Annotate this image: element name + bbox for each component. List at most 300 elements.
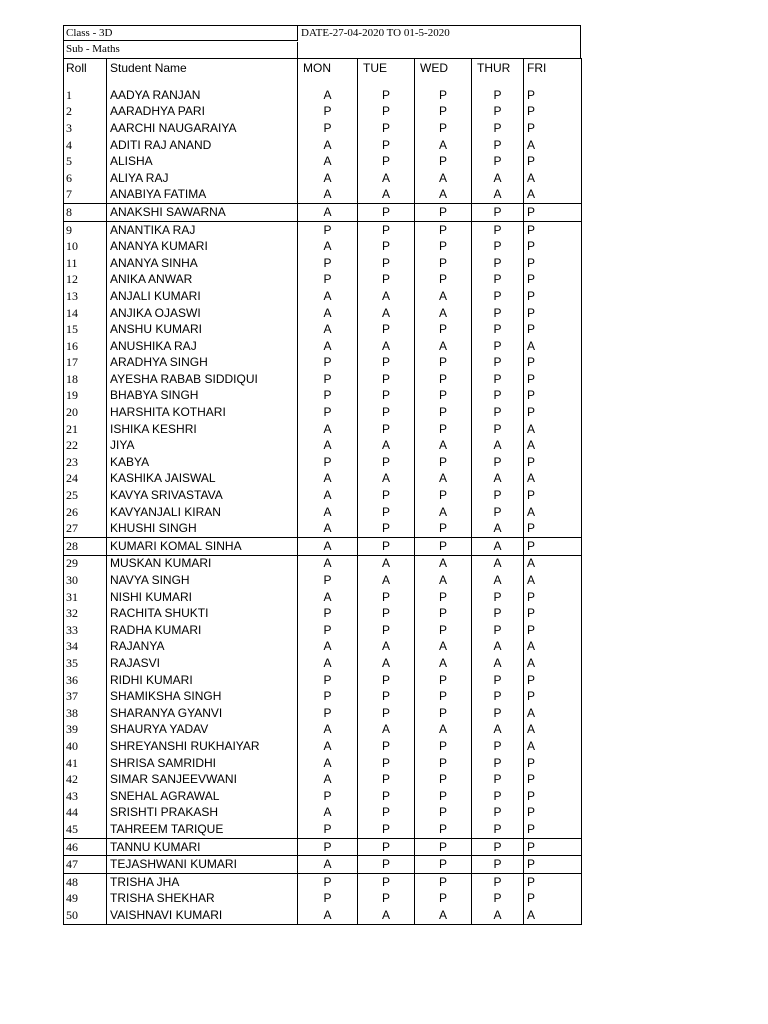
tue-cell: P: [358, 120, 415, 137]
wed-cell: A: [415, 187, 472, 204]
fri-cell: P: [524, 487, 582, 504]
fri-cell: A: [524, 504, 582, 521]
column-header-mon: MON: [298, 59, 358, 88]
thur-cell: P: [472, 288, 524, 305]
table-row: [64, 555, 582, 572]
fri-cell: P: [524, 771, 582, 788]
tue-cell: P: [358, 137, 415, 154]
roll-cell: 9: [64, 221, 107, 238]
fri-cell: A: [524, 907, 582, 924]
thur-cell: P: [472, 321, 524, 338]
tue-cell: P: [358, 672, 415, 689]
student-name-cell: MUSKAN KUMARI: [107, 555, 298, 572]
roll-cell: 35: [64, 655, 107, 672]
student-name-cell: TAHREEM TARIQUE: [107, 821, 298, 838]
student-name-cell: ALIYA RAJ: [107, 170, 298, 187]
roll-cell: 33: [64, 622, 107, 639]
mon-cell: A: [298, 907, 358, 924]
mon-cell: A: [298, 137, 358, 154]
roll-cell: 29: [64, 555, 107, 572]
student-name-cell: AARADHYA PARI: [107, 104, 298, 121]
table-row: [64, 272, 582, 289]
student-name-cell: KAVYANJALI KIRAN: [107, 504, 298, 521]
mon-cell: A: [298, 555, 358, 572]
thur-cell: P: [472, 688, 524, 705]
roll-cell: 31: [64, 589, 107, 606]
tue-cell: P: [358, 238, 415, 255]
thur-cell: P: [472, 404, 524, 421]
thur-cell: P: [472, 421, 524, 438]
wed-cell: P: [415, 771, 472, 788]
wed-cell: P: [415, 87, 472, 104]
date-range-label: DATE-27-04-2020 TO 01-5-2020: [301, 27, 450, 39]
thur-cell: P: [472, 388, 524, 405]
tue-cell: A: [358, 305, 415, 322]
roll-cell: 3: [64, 120, 107, 137]
student-name-cell: SHREYANSHI RUKHAIYAR: [107, 738, 298, 755]
student-name-cell: RIDHI KUMARI: [107, 672, 298, 689]
roll-cell: 12: [64, 272, 107, 289]
column-header-row: [64, 59, 582, 88]
roll-cell: 32: [64, 605, 107, 622]
mon-cell: A: [298, 487, 358, 504]
fri-cell: P: [524, 805, 582, 822]
table-row: [64, 338, 582, 355]
student-name-cell: ANIKA ANWAR: [107, 272, 298, 289]
table-row: [64, 672, 582, 689]
table-row: [64, 120, 582, 137]
mon-cell: A: [298, 170, 358, 187]
tue-cell: P: [358, 221, 415, 238]
thur-cell: P: [472, 120, 524, 137]
tue-cell: P: [358, 487, 415, 504]
thur-cell: P: [472, 891, 524, 908]
subject-label: Sub - Maths: [64, 42, 298, 58]
student-name-cell: RAJANYA: [107, 639, 298, 656]
roll-cell: 26: [64, 504, 107, 521]
tue-cell: P: [358, 520, 415, 537]
tue-cell: A: [358, 471, 415, 488]
student-name-cell: AARCHI NAUGARAIYA: [107, 120, 298, 137]
table-row: [64, 204, 582, 222]
thur-cell: A: [472, 520, 524, 537]
mon-cell: P: [298, 688, 358, 705]
roll-cell: 42: [64, 771, 107, 788]
student-name-cell: ANJALI KUMARI: [107, 288, 298, 305]
roll-cell: 24: [64, 471, 107, 488]
mon-cell: A: [298, 437, 358, 454]
fri-cell: P: [524, 856, 582, 874]
tue-cell: P: [358, 873, 415, 890]
tue-cell: P: [358, 272, 415, 289]
tue-cell: P: [358, 388, 415, 405]
tue-cell: P: [358, 622, 415, 639]
roll-cell: 39: [64, 722, 107, 739]
roll-cell: 45: [64, 821, 107, 838]
student-name-cell: KABYA: [107, 454, 298, 471]
tue-cell: P: [358, 771, 415, 788]
mon-cell: A: [298, 288, 358, 305]
thur-cell: P: [472, 738, 524, 755]
student-name-cell: TEJASHWANI KUMARI: [107, 856, 298, 874]
fri-cell: A: [524, 738, 582, 755]
mon-cell: P: [298, 838, 358, 856]
wed-cell: P: [415, 805, 472, 822]
student-name-cell: SHAMIKSHA SINGH: [107, 688, 298, 705]
wed-cell: P: [415, 153, 472, 170]
tue-cell: P: [358, 705, 415, 722]
wed-cell: A: [415, 555, 472, 572]
wed-cell: A: [415, 305, 472, 322]
thur-cell: P: [472, 221, 524, 238]
fri-cell: A: [524, 338, 582, 355]
mon-cell: A: [298, 538, 358, 556]
wed-cell: P: [415, 622, 472, 639]
thur-cell: A: [472, 170, 524, 187]
thur-cell: P: [472, 705, 524, 722]
mon-cell: P: [298, 891, 358, 908]
table-row: [64, 454, 582, 471]
roll-cell: 28: [64, 538, 107, 556]
table-row: [64, 471, 582, 488]
tue-cell: P: [358, 805, 415, 822]
roll-cell: 23: [64, 454, 107, 471]
wed-cell: P: [415, 371, 472, 388]
thur-cell: P: [472, 338, 524, 355]
fri-cell: A: [524, 572, 582, 589]
mon-cell: P: [298, 221, 358, 238]
fri-cell: P: [524, 589, 582, 606]
tue-cell: P: [358, 605, 415, 622]
fri-cell: P: [524, 891, 582, 908]
wed-cell: P: [415, 538, 472, 556]
roll-cell: 41: [64, 755, 107, 772]
attendance-table: [63, 58, 582, 925]
roll-cell: 13: [64, 288, 107, 305]
tue-cell: A: [358, 907, 415, 924]
student-name-cell: ANAKSHI SAWARNA: [107, 204, 298, 222]
student-name-cell: ANANYA SINHA: [107, 255, 298, 272]
thur-cell: P: [472, 355, 524, 372]
tue-cell: P: [358, 821, 415, 838]
roll-cell: 25: [64, 487, 107, 504]
fri-cell: P: [524, 238, 582, 255]
thur-cell: P: [472, 238, 524, 255]
mon-cell: P: [298, 572, 358, 589]
tue-cell: P: [358, 788, 415, 805]
fri-cell: P: [524, 120, 582, 137]
roll-cell: 48: [64, 873, 107, 890]
fri-cell: P: [524, 388, 582, 405]
table-row: [64, 321, 582, 338]
wed-cell: A: [415, 655, 472, 672]
wed-cell: P: [415, 873, 472, 890]
wed-cell: P: [415, 355, 472, 372]
table-row: [64, 788, 582, 805]
mon-cell: P: [298, 104, 358, 121]
attendance-sheet: [63, 25, 581, 925]
roll-cell: 36: [64, 672, 107, 689]
mon-cell: P: [298, 622, 358, 639]
tue-cell: P: [358, 421, 415, 438]
thur-cell: P: [472, 504, 524, 521]
mon-cell: P: [298, 388, 358, 405]
column-header-fri: FRI: [524, 59, 582, 88]
fri-cell: P: [524, 288, 582, 305]
table-row: [64, 589, 582, 606]
roll-cell: 7: [64, 187, 107, 204]
fri-cell: P: [524, 221, 582, 238]
student-name-cell: KASHIKA JAISWAL: [107, 471, 298, 488]
mon-cell: A: [298, 305, 358, 322]
roll-cell: 1: [64, 87, 107, 104]
thur-cell: P: [472, 856, 524, 874]
column-header-tue: TUE: [358, 59, 415, 88]
wed-cell: A: [415, 471, 472, 488]
roll-cell: 46: [64, 838, 107, 856]
mon-cell: P: [298, 788, 358, 805]
thur-cell: A: [472, 538, 524, 556]
table-row: [64, 622, 582, 639]
roll-cell: 43: [64, 788, 107, 805]
table-row: [64, 437, 582, 454]
wed-cell: A: [415, 504, 472, 521]
tue-cell: A: [358, 722, 415, 739]
thur-cell: P: [472, 454, 524, 471]
thur-cell: A: [472, 437, 524, 454]
table-row: [64, 891, 582, 908]
roll-cell: 27: [64, 520, 107, 537]
wed-cell: P: [415, 404, 472, 421]
fri-cell: A: [524, 639, 582, 656]
table-row: [64, 421, 582, 438]
mon-cell: A: [298, 771, 358, 788]
table-row: [64, 771, 582, 788]
tue-cell: P: [358, 738, 415, 755]
thur-cell: P: [472, 137, 524, 154]
student-name-cell: BHABYA SINGH: [107, 388, 298, 405]
table-row: [64, 355, 582, 372]
wed-cell: P: [415, 705, 472, 722]
student-name-cell: ANSHU KUMARI: [107, 321, 298, 338]
table-row: [64, 755, 582, 772]
fri-cell: A: [524, 187, 582, 204]
tue-cell: P: [358, 371, 415, 388]
roll-cell: 8: [64, 204, 107, 222]
table-row: [64, 104, 582, 121]
mon-cell: A: [298, 421, 358, 438]
tue-cell: A: [358, 187, 415, 204]
tue-cell: A: [358, 572, 415, 589]
table-row: [64, 655, 582, 672]
mon-cell: P: [298, 255, 358, 272]
student-name-cell: SHARANYA GYANVI: [107, 705, 298, 722]
mon-cell: A: [298, 520, 358, 537]
thur-cell: P: [472, 305, 524, 322]
table-row: [64, 87, 582, 104]
tue-cell: P: [358, 688, 415, 705]
sheet-header: [63, 25, 581, 58]
wed-cell: P: [415, 821, 472, 838]
table-row: [64, 856, 582, 874]
table-row: [64, 738, 582, 755]
roll-cell: 15: [64, 321, 107, 338]
thur-cell: A: [472, 722, 524, 739]
thur-cell: A: [472, 572, 524, 589]
mon-cell: A: [298, 187, 358, 204]
fri-cell: P: [524, 672, 582, 689]
wed-cell: P: [415, 738, 472, 755]
table-row: [64, 520, 582, 537]
mon-cell: A: [298, 504, 358, 521]
table-row: [64, 221, 582, 238]
roll-cell: 38: [64, 705, 107, 722]
table-row: [64, 907, 582, 924]
wed-cell: A: [415, 170, 472, 187]
table-row: [64, 688, 582, 705]
mon-cell: P: [298, 371, 358, 388]
table-row: [64, 288, 582, 305]
wed-cell: P: [415, 255, 472, 272]
wed-cell: P: [415, 454, 472, 471]
student-name-cell: SHRISA SAMRIDHI: [107, 755, 298, 772]
tue-cell: P: [358, 538, 415, 556]
mon-cell: P: [298, 120, 358, 137]
mon-cell: P: [298, 454, 358, 471]
thur-cell: P: [472, 788, 524, 805]
roll-cell: 5: [64, 153, 107, 170]
student-name-cell: ANANTIKA RAJ: [107, 221, 298, 238]
fri-cell: A: [524, 471, 582, 488]
fri-cell: P: [524, 538, 582, 556]
wed-cell: A: [415, 907, 472, 924]
fri-cell: A: [524, 705, 582, 722]
tue-cell: P: [358, 504, 415, 521]
wed-cell: P: [415, 788, 472, 805]
thur-cell: P: [472, 605, 524, 622]
tue-cell: P: [358, 321, 415, 338]
table-row: [64, 137, 582, 154]
table-row: [64, 805, 582, 822]
roll-cell: 14: [64, 305, 107, 322]
thur-cell: A: [472, 187, 524, 204]
fri-cell: P: [524, 104, 582, 121]
tue-cell: P: [358, 404, 415, 421]
thur-cell: P: [472, 255, 524, 272]
tue-cell: P: [358, 355, 415, 372]
table-row: [64, 821, 582, 838]
student-name-cell: JIYA: [107, 437, 298, 454]
table-row: [64, 187, 582, 204]
roll-cell: 16: [64, 338, 107, 355]
thur-cell: P: [472, 589, 524, 606]
column-header-student-name: Student Name: [107, 59, 298, 88]
wed-cell: A: [415, 338, 472, 355]
student-name-cell: HARSHITA KOTHARI: [107, 404, 298, 421]
mon-cell: A: [298, 471, 358, 488]
roll-cell: 47: [64, 856, 107, 874]
mon-cell: P: [298, 355, 358, 372]
roll-cell: 17: [64, 355, 107, 372]
mon-cell: P: [298, 672, 358, 689]
student-name-cell: RADHA KUMARI: [107, 622, 298, 639]
thur-cell: P: [472, 873, 524, 890]
student-name-cell: AADYA RANJAN: [107, 87, 298, 104]
roll-cell: 10: [64, 238, 107, 255]
wed-cell: P: [415, 204, 472, 222]
roll-cell: 18: [64, 371, 107, 388]
thur-cell: A: [472, 655, 524, 672]
roll-cell: 50: [64, 907, 107, 924]
tue-cell: P: [358, 856, 415, 874]
table-row: [64, 705, 582, 722]
table-row: [64, 639, 582, 656]
mon-cell: A: [298, 755, 358, 772]
table-row: [64, 487, 582, 504]
fri-cell: P: [524, 454, 582, 471]
roll-cell: 21: [64, 421, 107, 438]
fri-cell: P: [524, 355, 582, 372]
thur-cell: P: [472, 771, 524, 788]
mon-cell: A: [298, 856, 358, 874]
thur-cell: A: [472, 907, 524, 924]
roll-cell: 19: [64, 388, 107, 405]
mon-cell: A: [298, 738, 358, 755]
tue-cell: A: [358, 338, 415, 355]
student-name-cell: ARADHYA SINGH: [107, 355, 298, 372]
table-row: [64, 504, 582, 521]
thur-cell: P: [472, 821, 524, 838]
thur-cell: P: [472, 838, 524, 856]
column-header-thur: THUR: [472, 59, 524, 88]
roll-cell: 20: [64, 404, 107, 421]
wed-cell: P: [415, 856, 472, 874]
wed-cell: P: [415, 321, 472, 338]
wed-cell: P: [415, 221, 472, 238]
mon-cell: A: [298, 204, 358, 222]
thur-cell: P: [472, 672, 524, 689]
mon-cell: P: [298, 272, 358, 289]
fri-cell: P: [524, 305, 582, 322]
roll-cell: 6: [64, 170, 107, 187]
table-row: [64, 538, 582, 556]
thur-cell: P: [472, 104, 524, 121]
roll-cell: 22: [64, 437, 107, 454]
tue-cell: A: [358, 555, 415, 572]
wed-cell: P: [415, 272, 472, 289]
fri-cell: A: [524, 421, 582, 438]
fri-cell: A: [524, 555, 582, 572]
fri-cell: P: [524, 321, 582, 338]
table-row: [64, 605, 582, 622]
table-row: [64, 388, 582, 405]
mon-cell: A: [298, 655, 358, 672]
wed-cell: P: [415, 388, 472, 405]
student-name-cell: ISHIKA KESHRI: [107, 421, 298, 438]
wed-cell: P: [415, 838, 472, 856]
fri-cell: P: [524, 838, 582, 856]
table-row: [64, 838, 582, 856]
thur-cell: A: [472, 639, 524, 656]
student-name-cell: ANABIYA FATIMA: [107, 187, 298, 204]
roll-cell: 11: [64, 255, 107, 272]
tue-cell: A: [358, 437, 415, 454]
tue-cell: P: [358, 755, 415, 772]
student-name-cell: RACHITA SHUKTI: [107, 605, 298, 622]
thur-cell: A: [472, 471, 524, 488]
wed-cell: P: [415, 891, 472, 908]
fri-cell: A: [524, 170, 582, 187]
